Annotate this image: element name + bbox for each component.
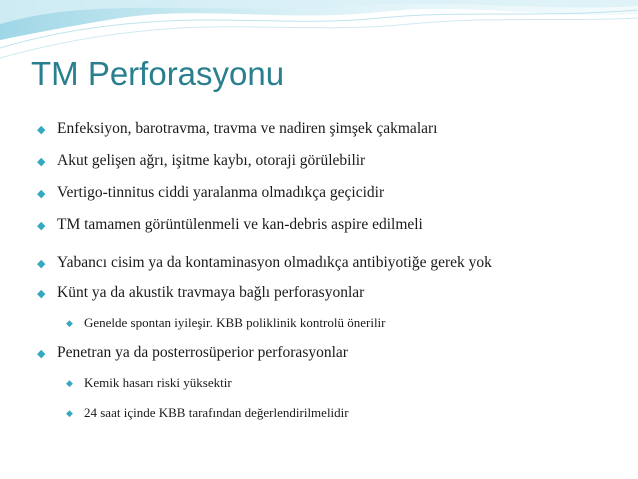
bullet-item [37,184,384,202]
filled-diamond-icon: ◆ [37,347,46,360]
bullet-text: 24 saat içinde KBB tarafından değerlendirilmelidir [84,405,349,420]
bullet-item [37,152,365,170]
filled-diamond-icon: ◆ [37,187,46,200]
filled-diamond-icon: ◆ [37,257,46,270]
filled-diamond-icon: ◆ [37,155,46,168]
bullet-text: Akut gelişen ağrı, işitme kaybı, otoraji görülebilir [57,152,366,169]
sub-bullet-item [60,405,349,421]
filled-diamond-icon: ◆ [37,219,46,232]
bullet-item [37,216,423,234]
bullet-text: Yabancı cisim ya da kontaminasyon olmadıkça antibiyotiğe gerek yok [57,254,492,271]
bullet-text: Enfeksiyon, barotravma, travma ve nadiren şimşek çakmaları [57,120,438,137]
bullet-text: Vertigo-tinnitus ciddi yaralanma olmadıkça geçicidir [57,184,385,201]
filled-diamond-icon: ◆ [66,407,73,418]
bullet-text: Penetran ya da posterrosüperior perforasyonlar [57,344,348,361]
filled-diamond-icon: ◆ [37,287,46,300]
bullet-text: Kemik hasarı riski yüksektir [84,375,232,390]
bullet-item [37,254,492,272]
bullet-item [37,344,348,362]
bullet-text: Genelde spontan iyileşir. KBB poliklinik kontrolü önerilir [84,315,386,330]
slide-title: TM Perforasyonu [31,55,285,92]
bullet-text: Künt ya da akustik travmaya bağlı perforasyonlar [57,284,365,301]
filled-diamond-icon: ◆ [37,123,46,136]
filled-diamond-icon: ◆ [66,317,73,328]
bullet-item [37,120,437,138]
bullet-item [37,284,364,302]
sub-bullet-item [60,375,232,391]
filled-diamond-icon: ◆ [66,377,73,388]
sub-bullet-item [60,315,386,331]
bullet-text: TM tamamen görüntülenmeli ve kan-debris aspire edilmeli [57,216,423,233]
